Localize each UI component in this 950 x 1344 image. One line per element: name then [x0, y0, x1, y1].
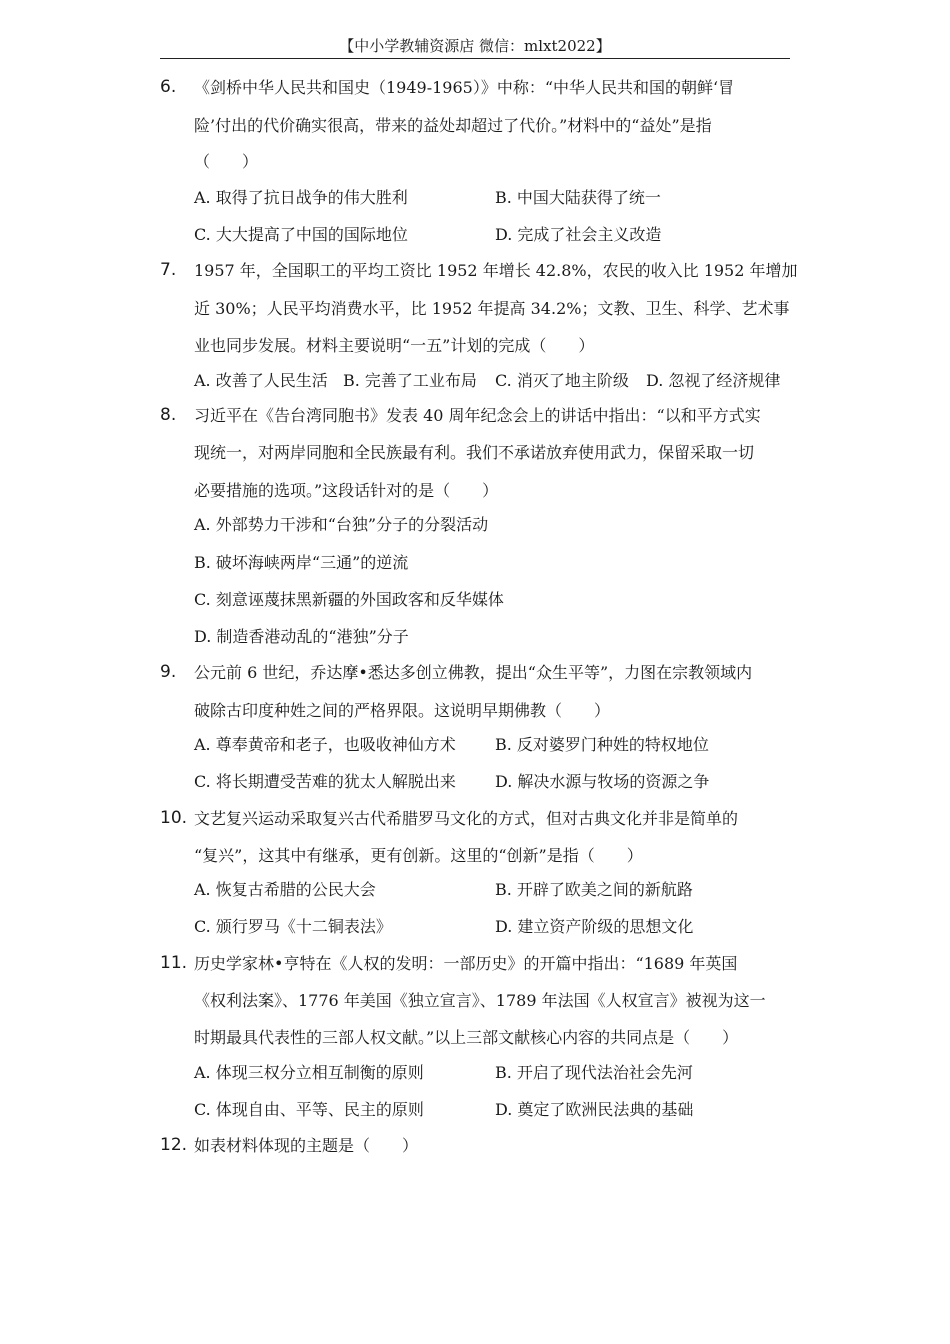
question-number: 8. [160, 405, 177, 425]
question-number: 11. [160, 953, 188, 973]
question-text-line: 时期最具代表性的三部人权文献。”以上三部文献核心内容的共同点是（ ） [194, 1028, 739, 1047]
question-text-line: 历史学家林•亨特在《人权的发明：一部历史》的开篇中指出：“1689 年英国 [194, 954, 738, 973]
option-d[interactable]: D. 完成了社会主义改造 [495, 225, 662, 244]
option-a[interactable]: A. 恢复古希腊的公民大会 [194, 880, 376, 899]
question-text-line: 破除古印度种姓之间的严格界限。这说明早期佛教（ ） [194, 701, 611, 720]
question-number: 10. [160, 808, 188, 828]
option-c[interactable]: C. 颁行罗马《十二铜表法》 [194, 917, 392, 936]
question-text-line: 现统一，对两岸同胞和全民族最有利。我们不承诺放弃使用武力，保留采取一切 [194, 443, 755, 462]
option-b[interactable]: B. 开辟了欧美之间的新航路 [495, 880, 693, 899]
question-text-line: 近 30%；人民平均消费水平，比 1952 年提高 34.2%；文教、卫生、科学、艺术事 [194, 299, 790, 318]
question-text-line: “复兴”，这其中有继承，更有创新。这里的“创新”是指（ ） [194, 846, 643, 865]
question-number: 6. [160, 77, 177, 97]
option-a[interactable]: A. 体现三权分立相互制衡的原则 [194, 1063, 424, 1082]
question-text-line: 业也同步发展。材料主要说明“一五”计划的完成（ ） [194, 336, 595, 355]
question-text-line: 《权利法案》、1776 年美国《独立宣言》、1789 年法国《人权宣言》被视为这一 [194, 991, 766, 1010]
option-c[interactable]: C. 体现自由、平等、民主的原则 [194, 1100, 424, 1119]
option-d[interactable]: D. 奠定了欧洲民法典的基础 [495, 1100, 694, 1119]
question-text-line: 必要措施的选项。”这段话针对的是（ ） [194, 481, 499, 500]
option-c[interactable]: C. 刻意诬蔑抹黑新疆的外国政客和反华媒体 [194, 590, 504, 609]
option-b[interactable]: B. 开启了现代法治社会先河 [495, 1063, 693, 1082]
question-number: 7. [160, 260, 177, 280]
question-text-line: 《剑桥中华人民共和国史（1949-1965）》中称：“中华人民共和国的朝鲜‘冒 [194, 78, 735, 97]
question-text-line: 如表材料体现的主题是（ ） [194, 1136, 419, 1155]
header-divider [160, 58, 790, 59]
option-c[interactable]: C. 将长期遭受苦难的犹太人解脱出来 [194, 772, 456, 791]
option-b[interactable]: B. 破坏海峡两岸“三通”的逆流 [194, 553, 409, 572]
question-text-line: 1957 年，全国职工的平均工资比 1952 年增长 42.8%，农民的收入比 1952 年增加 [194, 261, 798, 280]
question-number: 12. [160, 1135, 188, 1155]
option-d[interactable]: D. 建立资产阶级的思想文化 [495, 917, 694, 936]
option-d[interactable]: D. 解决水源与牧场的资源之争 [495, 772, 710, 791]
option-a[interactable]: A. 改善了人民生活 [194, 371, 328, 390]
option-a[interactable]: A. 外部势力干涉和“台独”分子的分裂活动 [194, 515, 489, 534]
question-text-line: 文艺复兴运动采取复兴古代希腊罗马文化的方式，但对古典文化并非是简单的 [194, 809, 739, 828]
question-text-line: 习近平在《告台湾同胞书》发表 40 周年纪念会上的讲话中指出：“以和平方式实 [194, 406, 761, 425]
option-c[interactable]: C. 消灭了地主阶级 [495, 371, 629, 390]
option-d[interactable]: D. 制造香港动乱的“港独”分子 [194, 627, 409, 646]
option-a[interactable]: A. 取得了抗日战争的伟大胜利 [194, 188, 408, 207]
question-number: 9. [160, 662, 177, 682]
question-text-line: 公元前 6 世纪，乔达摩•悉达多创立佛教，提出“众生平等”，力图在宗教领域内 [194, 663, 753, 682]
question-text-line: （ ） [194, 152, 259, 171]
option-b[interactable]: B. 中国大陆获得了统一 [495, 188, 661, 207]
question-text-line: 险’付出的代价确实很高，带来的益处却超过了代价。”材料中的“益处”是指 [194, 116, 712, 135]
option-d[interactable]: D. 忽视了经济规律 [646, 371, 781, 390]
page-header: 【中小学教辅资源店 微信：mlxt2022】 [339, 37, 611, 55]
option-b[interactable]: B. 反对婆罗门种姓的特权地位 [495, 735, 709, 754]
option-a[interactable]: A. 尊奉黄帝和老子，也吸收神仙方术 [194, 735, 456, 754]
option-b[interactable]: B. 完善了工业布局 [343, 371, 477, 390]
option-c[interactable]: C. 大大提高了中国的国际地位 [194, 225, 408, 244]
